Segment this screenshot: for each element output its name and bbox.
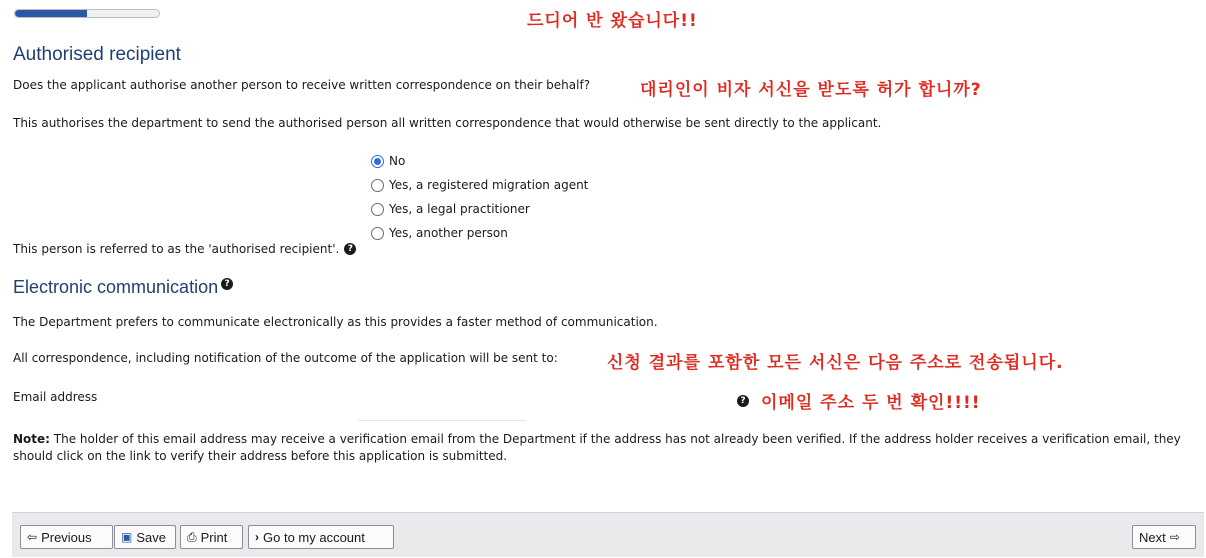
radio-option-migration-agent[interactable] [371,173,588,197]
annotation-email-check: 이메일 주소 두 번 확인!!!! [761,393,981,413]
next-button[interactable] [1132,525,1196,549]
arrow-left-icon: ⇦ [27,530,38,544]
authorised-referred-text: This person is referred to as the 'authorised recipient'. [13,242,340,256]
radio-label: Yes, a registered migration agent [389,178,589,192]
save-label: Save [136,529,166,545]
authorised-info: This authorises the department to send the authorised person all written correspondence that would otherwise be sent directly to the applicant. [13,116,882,130]
email-field-underline [358,420,526,421]
electronic-heading-row [13,277,233,298]
electronic-prefers: The Department prefers to communicate electronically as this provides a faster method of communication. [13,315,658,329]
save-button[interactable] [114,525,176,549]
help-icon[interactable]: ? [221,278,233,290]
next-label: Next [1139,529,1166,545]
annotation-recipient-question: 대리인이 비자 서신을 받도록 허가 합니까? [640,80,982,100]
progress-bar [14,9,160,18]
footer-toolbar [12,512,1204,557]
print-label: Print [200,529,228,545]
annotation-correspondence: 신청 결과를 포함한 모든 서신은 다음 주소로 전송됩니다. [607,353,1064,373]
authorised-question: Does the applicant authorise another person to receive written correspondence on their behalf? [13,78,591,92]
chevron-right-icon: › [255,530,259,544]
authorised-referred-row [13,242,356,256]
previous-label: Previous [41,529,92,545]
electronic-communication-heading: Electronic communication [13,277,219,297]
radio-button[interactable] [371,179,384,192]
note-text: The holder of this email address may receive a verification email from the Department if the address has not already been verified. If the address holder receives a verification email, they should click on the link to verify their address before this application is submitted. [13,432,1181,463]
authorised-radio-group [371,149,588,245]
help-icon[interactable]: ? [737,395,749,407]
progress-fill [15,10,87,17]
radio-label: No [389,154,406,168]
print-button[interactable] [180,525,243,549]
note-paragraph [13,431,1203,465]
note-label: Note: [13,432,50,446]
go-to-account-label: Go to my account [263,529,365,545]
radio-button[interactable] [371,227,384,240]
save-icon: ▣ [121,530,133,544]
radio-option-legal-practitioner[interactable] [371,197,588,221]
annotation-top: 드디어 반 왔습니다!! [527,11,698,31]
radio-option-another-person[interactable] [371,221,588,245]
go-to-account-button[interactable] [248,525,394,549]
print-icon: ⎙ [187,529,197,544]
help-icon[interactable]: ? [344,243,356,255]
electronic-all-correspondence: All correspondence, including notification of the outcome of the application will be sent to: [13,351,558,365]
radio-label: Yes, another person [389,226,508,240]
annotation-email-group [737,388,980,413]
radio-button[interactable] [371,203,384,216]
radio-label: Yes, a legal practitioner [389,202,530,216]
arrow-right-icon: ⇨ [1169,530,1180,544]
previous-button[interactable] [20,525,113,549]
authorised-recipient-heading: Authorised recipient [13,44,181,65]
radio-button[interactable] [371,155,384,168]
radio-option-no[interactable] [371,149,588,173]
email-address-label: Email address [13,390,98,404]
